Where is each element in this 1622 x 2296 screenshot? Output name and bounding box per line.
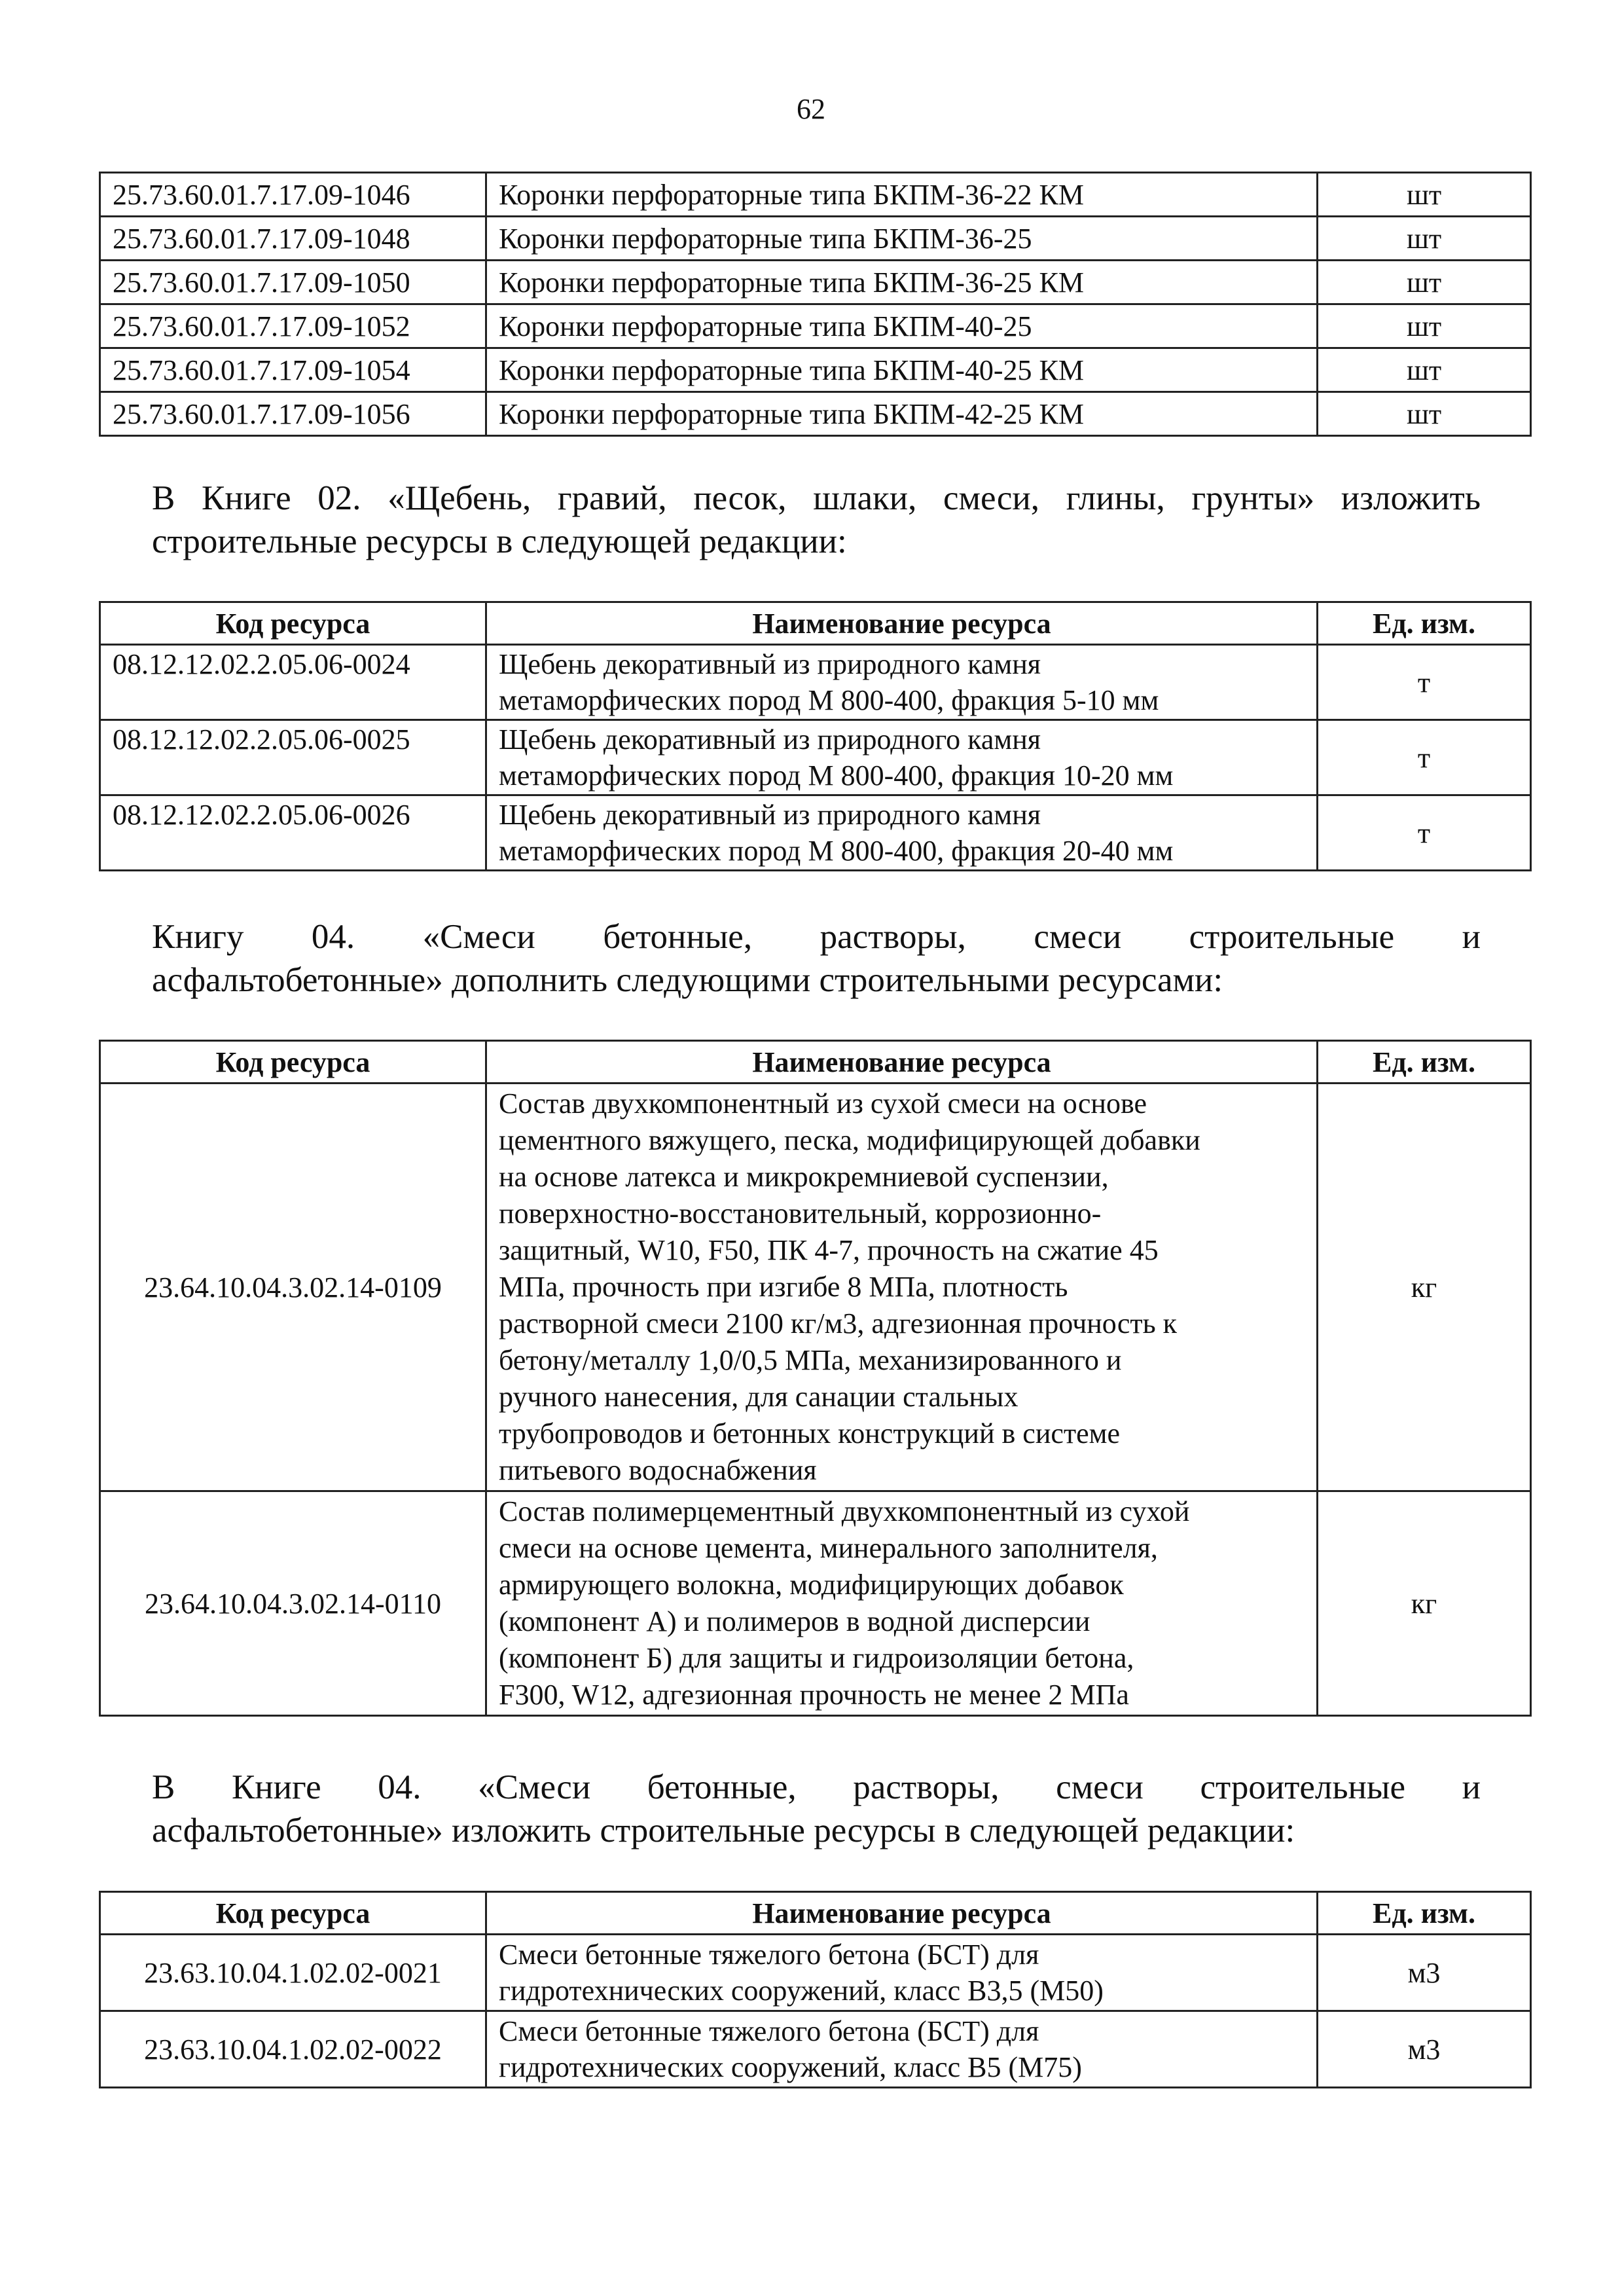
resource-table-book-04-revisions [99,1891,1532,2088]
page-number: 62 [797,93,825,125]
column-header-unit: Ед. изм. [1318,1041,1531,1084]
resource-name-line: армирующего волокна, модифицирующих добавок [499,1569,1124,1601]
resource-name-line: трубопроводов и бетонных конструкций в системе [499,1417,1121,1449]
resource-name-line: Состав полимерцементный двухкомпонентный из сухой [499,1495,1190,1527]
resource-name-line: на основе латекса и микрокремниевой суспензии, [499,1161,1109,1193]
resource-table-book-02 [99,601,1532,871]
paragraph-line: В Книге 02. «Щебень, гравий, песок, шлаки, смеси, глины, грунты» изложить [152,479,1481,517]
resource-table-book-04-additions [99,1040,1532,1717]
instruction-paragraph [152,1766,1481,1852]
resource-name [486,1935,1318,2011]
resource-name-line: Щебень декоративный из природного камня [499,723,1041,756]
table-header-row [100,602,1531,645]
resource-name-line: Смеси бетонные тяжелого бетона (БСТ) для [499,1939,1039,1971]
resource-code: 25.73.60.01.7.17.09-1050 [100,261,486,304]
resource-name-line: (компонент А) и полимеров в водной дисперсии [499,1605,1090,1637]
resource-name-line: растворной смеси 2100 кг/м3, адгезионная прочность к [499,1307,1178,1339]
table-row [100,261,1531,304]
resource-name-line: гидротехнических сооружений, класс В3,5 (М50) [499,1975,1104,2007]
resource-name [486,795,1318,871]
resource-unit: шт [1318,392,1531,436]
resource-name: Коронки перфораторные типа БКПМ-36-25 [486,217,1318,261]
instruction-paragraph [152,915,1481,1002]
resource-code: 23.63.10.04.1.02.02-0021 [100,1935,486,2011]
paragraph-line: Книгу 04. «Смеси бетонные, растворы, смеси строительные и [152,918,1481,956]
column-header-unit: Ед. изм. [1318,1892,1531,1935]
resource-code: 25.73.60.01.7.17.09-1056 [100,392,486,436]
column-header-code: Код ресурса [100,1041,486,1084]
resource-name-line: Состав двухкомпонентный из сухой смеси на основе [499,1087,1147,1120]
resource-unit: шт [1318,304,1531,348]
resource-unit: шт [1318,173,1531,217]
resource-name-line: Щебень декоративный из природного камня [499,799,1041,831]
table-row [100,720,1531,795]
resource-name: Коронки перфораторные типа БКПМ-36-22 КМ [486,173,1318,217]
resource-unit: т [1318,720,1531,795]
table-row [100,304,1531,348]
resource-name-line: МПа, прочность при изгибе 8 МПа, плотность [499,1271,1068,1303]
resource-name-line: Щебень декоративный из природного камня [499,648,1041,680]
resource-name-line: ручного нанесения, для санации стальных [499,1381,1018,1413]
resource-code: 25.73.60.01.7.17.09-1048 [100,217,486,261]
resource-name: Коронки перфораторные типа БКПМ-36-25 КМ [486,261,1318,304]
resource-name-line: метаморфических пород М 800-400, фракция 10-20 мм [499,759,1174,792]
table-row [100,1935,1531,2011]
resource-name [486,645,1318,720]
resource-name-line: Смеси бетонные тяжелого бетона (БСТ) для [499,2015,1039,2047]
resource-name [486,1084,1318,1491]
resource-name-line: цементного вяжущего, песка, модифицирующей добавки [499,1124,1200,1156]
resource-name-line: метаморфических пород М 800-400, фракция 5-10 мм [499,684,1159,716]
resource-name-line: защитный, W10, F50, ПК 4-7, прочность на сжатие 45 [499,1234,1159,1266]
paragraph-line: асфальтобетонные» изложить строительные ресурсы в следующей редакции: [152,1812,1295,1850]
table-row [100,217,1531,261]
resource-unit: шт [1318,348,1531,392]
table-row [100,1491,1531,1716]
resource-code: 25.73.60.01.7.17.09-1054 [100,348,486,392]
resource-name: Коронки перфораторные типа БКПМ-42-25 КМ [486,392,1318,436]
resource-code: 08.12.12.02.2.05.06-0024 [100,645,486,720]
resource-unit: кг [1318,1084,1531,1491]
resource-name-line: поверхностно-восстановительный, коррозионно- [499,1197,1102,1230]
resource-name-line: (компонент Б) для защиты и гидроизоляции бетона, [499,1642,1134,1674]
table-header-row [100,1892,1531,1935]
table-row [100,173,1531,217]
column-header-name: Наименование ресурса [486,1041,1318,1084]
resource-name-line: F300, W12, адгезионная прочность не менее 2 МПа [499,1679,1129,1711]
resource-unit: кг [1318,1491,1531,1716]
table-row [100,348,1531,392]
resource-code: 23.64.10.04.3.02.14-0110 [100,1491,486,1716]
resource-name-line: метаморфических пород М 800-400, фракция 20-40 мм [499,835,1174,867]
paragraph-line: асфальтобетонные» дополнить следующими строительными ресурсами: [152,961,1223,999]
resource-unit: шт [1318,217,1531,261]
instruction-paragraph [152,477,1481,563]
resource-unit: шт [1318,261,1531,304]
resource-unit: м3 [1318,2011,1531,2088]
table-row [100,645,1531,720]
resource-code: 08.12.12.02.2.05.06-0025 [100,720,486,795]
resource-name: Коронки перфораторные типа БКПМ-40-25 КМ [486,348,1318,392]
resource-code: 23.64.10.04.3.02.14-0109 [100,1084,486,1491]
resource-name: Коронки перфораторные типа БКПМ-40-25 [486,304,1318,348]
resource-name-line: смеси на основе цемента, минерального заполнителя, [499,1532,1158,1564]
resource-code: 25.73.60.01.7.17.09-1046 [100,173,486,217]
column-header-code: Код ресурса [100,602,486,645]
table-row [100,795,1531,871]
table-row [100,2011,1531,2088]
resource-name [486,1491,1318,1716]
table-row [100,1084,1531,1491]
resource-table-continuation [99,172,1532,437]
resource-name [486,2011,1318,2088]
resource-name-line: питьевого водоснабжения [499,1454,817,1486]
resource-unit: т [1318,645,1531,720]
resource-unit: м3 [1318,1935,1531,2011]
resource-unit: т [1318,795,1531,871]
paragraph-line: В Книге 04. «Смеси бетонные, растворы, смеси строительные и [152,1768,1481,1806]
resource-code: 08.12.12.02.2.05.06-0026 [100,795,486,871]
column-header-name: Наименование ресурса [486,1892,1318,1935]
column-header-name: Наименование ресурса [486,602,1318,645]
resource-code: 25.73.60.01.7.17.09-1052 [100,304,486,348]
paragraph-line: строительные ресурсы в следующей редакции: [152,522,847,560]
resource-code: 23.63.10.04.1.02.02-0022 [100,2011,486,2088]
column-header-unit: Ед. изм. [1318,602,1531,645]
table-header-row [100,1041,1531,1084]
resource-name [486,720,1318,795]
resource-name-line: гидротехнических сооружений, класс В5 (М75) [499,2051,1082,2083]
column-header-code: Код ресурса [100,1892,486,1935]
resource-name-line: бетону/металлу 1,0/0,5 МПа, механизированного и [499,1344,1122,1376]
table-row [100,392,1531,436]
